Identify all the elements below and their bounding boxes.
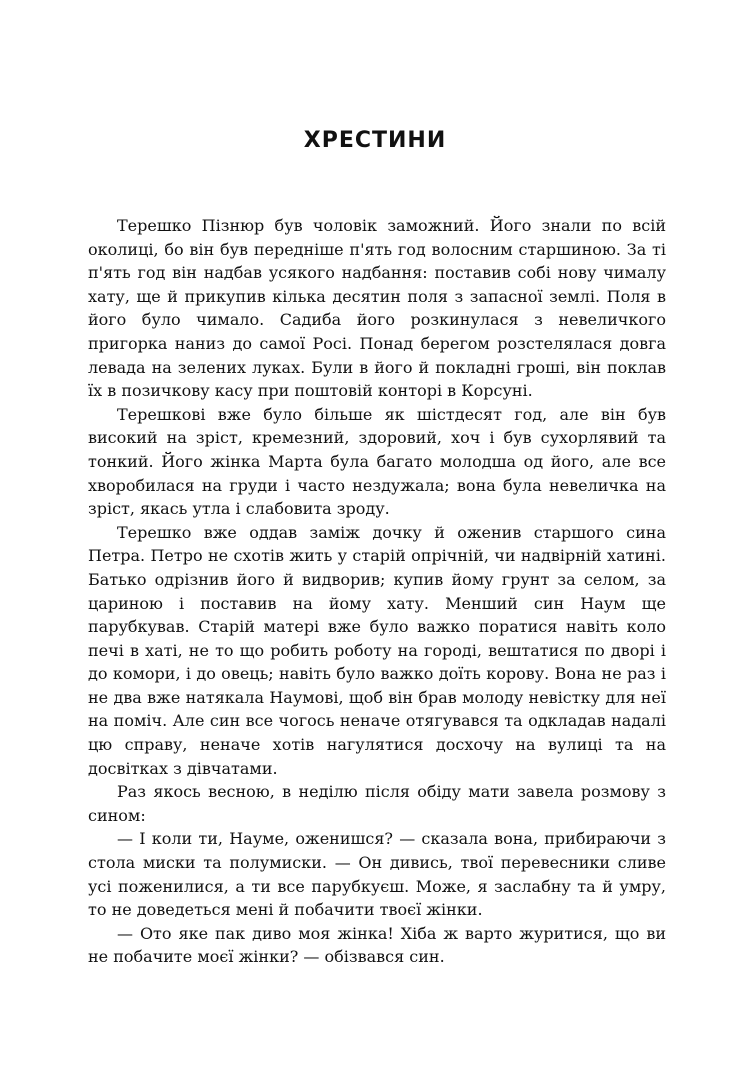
paragraph-1: Терешко Пізнюр був чоловік заможний. Його знали по всій околиці, бо він був передніше п'ять год волосним старшиною. За ті п'ять год він надбав усякого надбання: поставив собі нову чималу хату, ще й прикупив кілька десятин поля з запасної землі. Поля в його було чимало. Садиба його розкинулася з невеличкого пригорка наниз до самої Росі. Понад берегом розстелялася довга левада на зелених луках. Були в його й покладні гроші, він поклав їх в позичкову касу при поштовій конторі в Корсуні.	[88, 216, 666, 401]
chapter-title: ХРЕСТИНИ	[303, 128, 447, 153]
paragraph-3: Терешко вже оддав заміж дочку й оженив старшого сина Петра. Петро не схотів жить у старій опрічній, чи надвірній хатині. Батько одрізнив його й видворив; купив йому грунт за селом, за цариною і поставив на йому хату. Менший син Наум ще парубкував. Старій матері вже було важко поратися навіть коло печі в хаті, не то що робить роботу на городі, вештатися по дворі і до комори, і до овець; навіть було важко доїть корову. Вона не раз і не два вже натякала Наумові, щоб він брав молоду невістку для неї на поміч. Але син все чогось неначе отягувався та одкладав надалі цю справу, неначе хотів нагулятися досхочу на вулиці та на досвітках з дівчатами.	[88, 522, 666, 778]
chapter-text	[88, 214, 666, 969]
paragraph-4: Раз якось весною, в неділю після обіду мати завела розмову з сином:	[88, 782, 666, 825]
paragraph-6: — Ото яке пак диво моя жінка! Хіба ж варто журитися, що ви не побачите моєї жінки? — обізвався син.	[88, 923, 666, 967]
paragraph-5: — І коли ти, Науме, оженишся? — сказала вона, прибираючи з стола миски та полумиски. — Он дивись, твої перевесники сливе усі поженилися, а ти все парубкуєш. Може, я заслабну та й умру, то не доведеться мені й побачити твоєї жінки.	[88, 829, 666, 920]
paragraph-2: Терешкові вже було більше як шістдесят год, але він був високий на зріст, кремезний, здоровий, хоч і був сухорлявий та тонкий. Його жінка Марта була багато молодша од його, але все хворобилася на груди і часто нездужала; вона була невеличка на зріст, якась утла і слабовита зроду.	[88, 404, 666, 519]
